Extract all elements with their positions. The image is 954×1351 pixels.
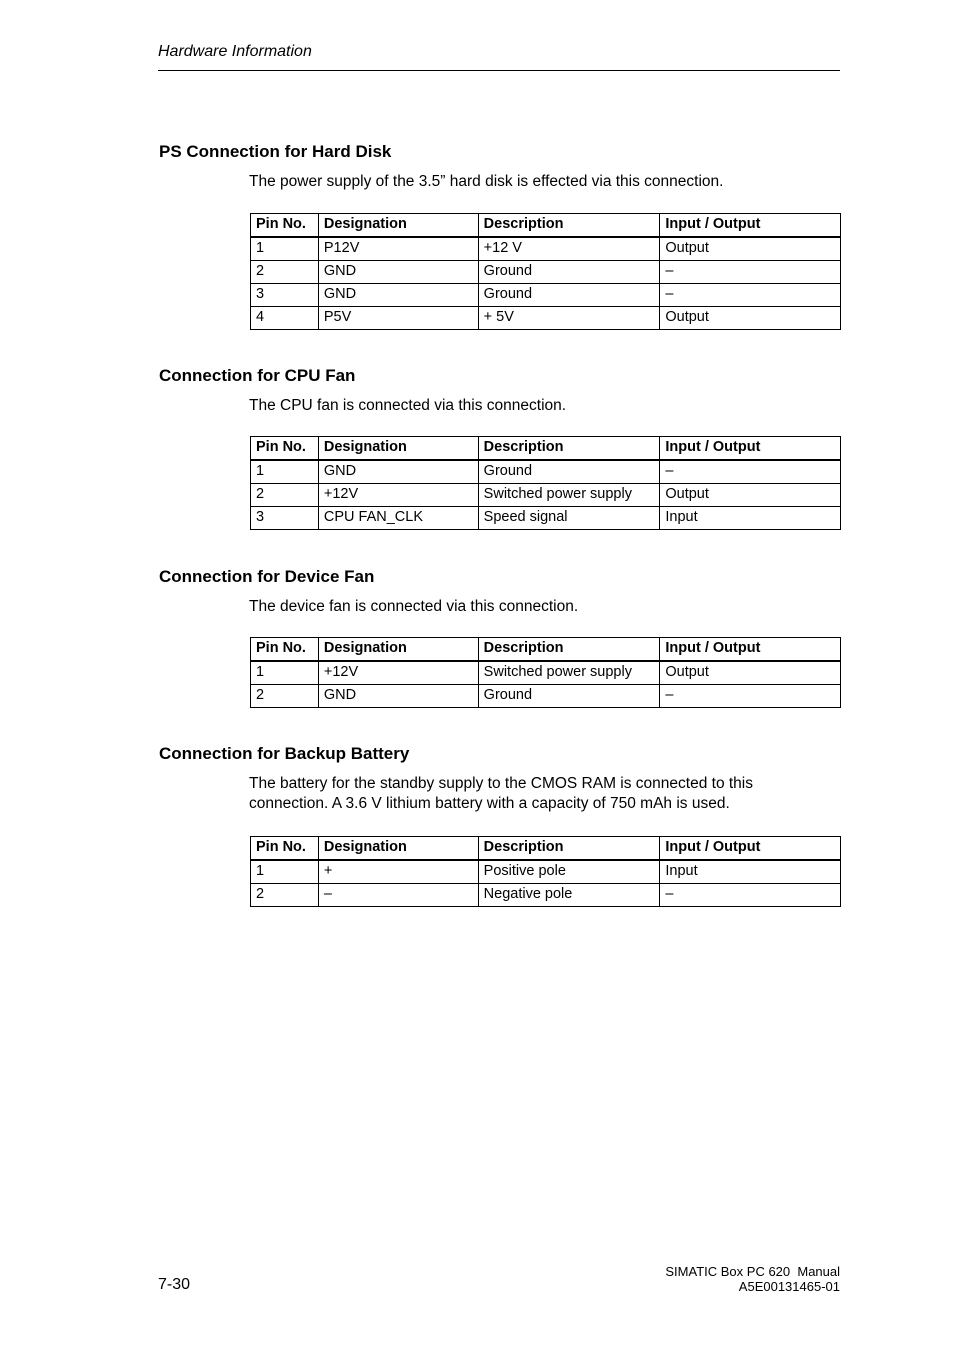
column-header: Input / Output	[660, 437, 841, 461]
pin-table	[250, 436, 841, 530]
table-cell: P5V	[318, 307, 478, 330]
table-row	[251, 484, 841, 507]
table-header-row	[251, 837, 841, 861]
table-cell: –	[660, 261, 841, 284]
section-text: The power supply of the 3.5” hard disk is effected via this connection.	[249, 173, 724, 190]
table-cell: 1	[251, 860, 319, 884]
page-number: 7-30	[158, 1276, 191, 1293]
pin-table	[250, 637, 841, 708]
column-header: Pin No.	[251, 837, 319, 861]
table-cell: 2	[251, 261, 319, 284]
section-heading: PS Connection for Hard Disk	[159, 142, 392, 161]
table-cell: + 5V	[478, 307, 660, 330]
section-heading: Connection for CPU Fan	[159, 366, 356, 385]
table-cell: 3	[251, 284, 319, 307]
table-row	[251, 261, 841, 284]
order-number: A5E00131465-01	[738, 1279, 840, 1294]
table-row	[251, 460, 841, 484]
table-cell: Input	[660, 507, 841, 530]
table-cell: –	[660, 884, 841, 907]
section-heading: Connection for Device Fan	[159, 567, 375, 586]
table-cell: Ground	[478, 261, 660, 284]
column-header: Pin No.	[251, 214, 319, 238]
column-header: Description	[478, 437, 660, 461]
section-text: The CPU fan is connected via this connection.	[249, 397, 567, 414]
table-cell: Output	[660, 307, 841, 330]
table-cell: GND	[318, 685, 478, 708]
column-header: Input / Output	[660, 837, 841, 861]
section-heading: Connection for Backup Battery	[159, 744, 410, 763]
table-cell: +12V	[318, 661, 478, 685]
table-row	[251, 307, 841, 330]
column-header: Designation	[318, 214, 478, 238]
column-header: Input / Output	[660, 638, 841, 662]
table-cell: Input	[660, 860, 841, 884]
table-cell: 4	[251, 307, 319, 330]
table-cell: 1	[251, 661, 319, 685]
table-cell: Output	[660, 484, 841, 507]
table-row	[251, 685, 841, 708]
table-row	[251, 860, 841, 884]
table-header-row	[251, 437, 841, 461]
table-cell: +	[318, 860, 478, 884]
column-header: Designation	[318, 837, 478, 861]
section-text: The battery for the standby supply to the CMOS RAM is connected to this connection. A 3.6 V lithium battery with a capacity of 750 mAh is used.	[249, 775, 753, 812]
table-cell: Ground	[478, 460, 660, 484]
table-cell: +12V	[318, 484, 478, 507]
column-header: Designation	[318, 638, 478, 662]
table-cell: Output	[660, 661, 841, 685]
table-cell: GND	[318, 284, 478, 307]
table-cell: 3	[251, 507, 319, 530]
table-cell: –	[660, 284, 841, 307]
document-info	[665, 1264, 840, 1294]
table-cell: Switched power supply	[478, 661, 660, 685]
header-divider	[158, 70, 840, 71]
manual-title: SIMATIC Box PC 620 Manual	[665, 1264, 840, 1279]
column-header: Pin No.	[251, 638, 319, 662]
table-cell: CPU FAN_CLK	[318, 507, 478, 530]
table-cell: 2	[251, 484, 319, 507]
pin-table	[250, 213, 841, 330]
table-cell: Ground	[478, 284, 660, 307]
column-header: Pin No.	[251, 437, 319, 461]
table-cell: 2	[251, 884, 319, 907]
running-header: Hardware Information	[158, 43, 312, 60]
table-cell: 1	[251, 460, 319, 484]
pin-table	[250, 836, 841, 907]
table-cell: Negative pole	[478, 884, 660, 907]
table-cell: –	[660, 685, 841, 708]
table-cell: 2	[251, 685, 319, 708]
table-row	[251, 284, 841, 307]
table-cell: P12V	[318, 237, 478, 261]
section-text: The device fan is connected via this connection.	[249, 598, 579, 615]
column-header: Description	[478, 638, 660, 662]
column-header: Input / Output	[660, 214, 841, 238]
table-header-row	[251, 214, 841, 238]
table-cell: +12 V	[478, 237, 660, 261]
table-cell: –	[318, 884, 478, 907]
table-cell: GND	[318, 460, 478, 484]
column-header: Description	[478, 214, 660, 238]
table-row	[251, 507, 841, 530]
table-cell: Positive pole	[478, 860, 660, 884]
table-cell: Speed signal	[478, 507, 660, 530]
table-row	[251, 884, 841, 907]
table-row	[251, 237, 841, 261]
column-header: Designation	[318, 437, 478, 461]
table-cell: GND	[318, 261, 478, 284]
table-row	[251, 661, 841, 685]
table-cell: 1	[251, 237, 319, 261]
table-cell: Switched power supply	[478, 484, 660, 507]
table-cell: Output	[660, 237, 841, 261]
table-header-row	[251, 638, 841, 662]
table-cell: –	[660, 460, 841, 484]
table-cell: Ground	[478, 685, 660, 708]
column-header: Description	[478, 837, 660, 861]
